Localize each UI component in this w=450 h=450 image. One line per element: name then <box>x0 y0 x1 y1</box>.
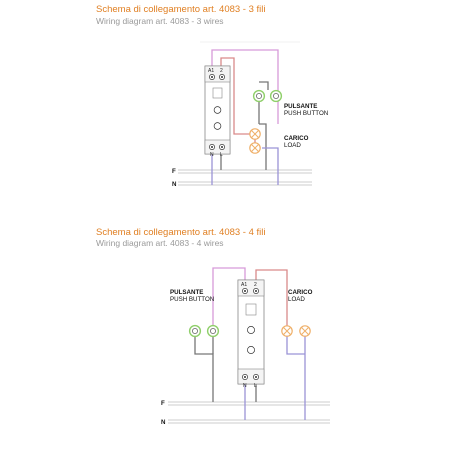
relay-device-3wire <box>205 66 230 158</box>
load-label-it: CARICO <box>284 135 309 142</box>
pushbutton-label-it: PULSANTE <box>170 289 204 296</box>
rail-f <box>178 170 312 173</box>
rail-n <box>168 420 330 423</box>
push-button-icon <box>254 91 265 102</box>
terminal-l-label: L <box>254 383 257 389</box>
rotary-selector-icon <box>247 326 254 333</box>
push-button-icon <box>271 91 282 102</box>
line-n-label: N <box>161 419 166 426</box>
rail-f <box>168 402 330 405</box>
load-label-en: LOAD <box>288 296 305 303</box>
diagram-4wire-subtitle: Wiring diagram art. 4083 - 4 wires <box>96 238 224 248</box>
lamp-icon <box>282 326 292 336</box>
diagram-3wire-title: Schema di collegamento art. 4083 - 3 fili <box>96 4 266 15</box>
line-f-label: F <box>161 400 165 407</box>
load-label-en: LOAD <box>284 142 301 149</box>
terminal-a1-label: A1 <box>208 68 215 74</box>
diagram-3wire-subtitle: Wiring diagram art. 4083 - 3 wires <box>96 16 224 26</box>
rail-n <box>178 182 312 185</box>
line-n-label: N <box>172 181 177 188</box>
line-f-label: F <box>172 168 176 175</box>
screw-terminal-icon <box>253 288 258 293</box>
terminal-2-label: 2 <box>220 68 223 74</box>
rotary-selector-icon <box>214 107 221 114</box>
lamp-icon <box>250 143 260 153</box>
push-button-icon <box>208 326 219 337</box>
screw-terminal-icon <box>242 374 247 379</box>
relay-device-4wire <box>238 280 264 389</box>
push-button-icon <box>190 326 201 337</box>
terminal-n-label: N <box>210 152 214 158</box>
screw-terminal-icon <box>253 374 258 379</box>
diagram-4wire <box>161 268 330 426</box>
load-label-it: CARICO <box>288 289 313 296</box>
lamp-icon <box>300 326 310 336</box>
pushbutton-label-en: PUSH BUTTON <box>170 296 215 303</box>
screw-terminal-icon <box>209 144 214 149</box>
screw-terminal-icon <box>209 74 214 79</box>
terminal-l-label: L <box>220 152 223 158</box>
terminal-2-label: 2 <box>254 282 257 288</box>
screw-terminal-icon <box>242 288 247 293</box>
rotary-selector-icon <box>214 123 221 130</box>
diagram-4wire-title: Schema di collegamento art. 4083 - 4 fili <box>96 227 266 238</box>
rotary-selector-icon <box>247 346 254 353</box>
pushbutton-label-it: PULSANTE <box>284 103 318 110</box>
terminal-a1-label: A1 <box>241 282 248 288</box>
screw-terminal-icon <box>219 144 224 149</box>
terminal-n-label: N <box>243 383 247 389</box>
screw-terminal-icon <box>219 74 224 79</box>
lamp-icon <box>250 129 260 139</box>
pushbutton-label-en: PUSH BUTTON <box>284 110 329 117</box>
diagram-3wire <box>172 42 328 188</box>
